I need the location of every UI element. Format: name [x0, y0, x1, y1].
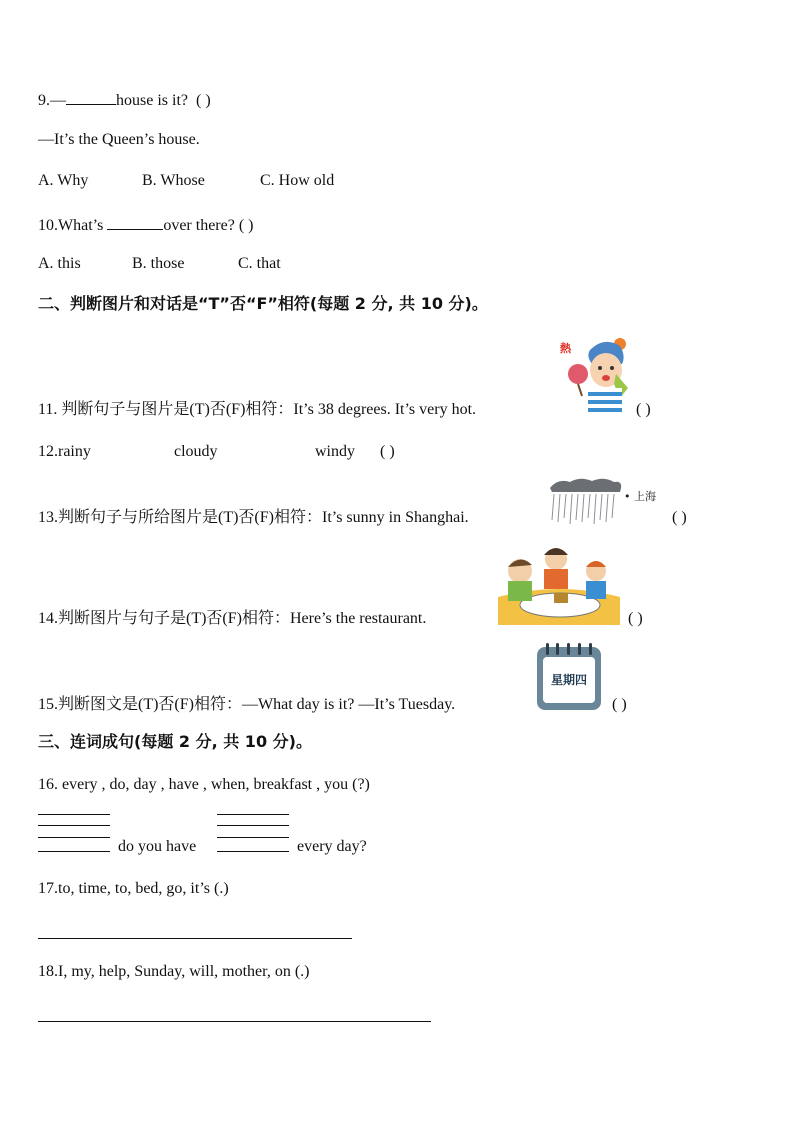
family-dinner-image [498, 541, 620, 625]
q10-option-a: A. this [38, 255, 81, 272]
q9-reply: —It’s the Queen’s house. [38, 131, 200, 148]
section-3-heading: 三、连词成句(每题 2 分, 共 10 分)。 [38, 732, 312, 751]
question-15: 15.判断图文是(T)否(F)相符：—What day is it? —It’s Tuesday. [38, 696, 456, 713]
q9-dash: — [50, 92, 66, 109]
q17-answer-line[interactable] [38, 938, 352, 939]
q10-option-c: C. that [238, 255, 281, 272]
q16-answer-line[interactable] [217, 851, 289, 852]
section-2-heading: 二、判断图片和对话是“T”否“F”相符(每题 2 分, 共 10 分)。 [38, 294, 488, 313]
q9-question: house is it? [116, 92, 188, 109]
question-11: 11. 判断句子与图片是(T)否(F)相符：It’s 38 degrees. It’s very hot. [38, 401, 477, 418]
q16-answer-line[interactable] [217, 814, 289, 815]
hot-weather-girl-image [556, 334, 630, 416]
q13-answer-bracket[interactable]: ( ) [672, 509, 687, 526]
q16-middle-text: do you have [118, 838, 197, 855]
q10-question-start: What’s [58, 217, 104, 234]
q16-answer-line[interactable] [38, 851, 110, 852]
q16-answer-line[interactable] [38, 837, 110, 838]
calendar-icon [536, 643, 602, 711]
q9-blank[interactable] [66, 88, 116, 105]
shanghai-label: • 上海 [624, 490, 656, 503]
q16-answer-line[interactable] [38, 825, 110, 826]
question-13: 13.判断句子与所给图片是(T)否(F)相符：It’s sunny in Shanghai. [38, 509, 469, 526]
q16-answer-line[interactable] [38, 814, 110, 815]
question-10 [38, 213, 254, 236]
q10-blank[interactable] [107, 213, 163, 230]
q9-number: 9. [38, 92, 50, 109]
question-14: 14.判断图片与句子是(T)否(F)相符：Here’s the restaurant. [38, 610, 427, 627]
q9-option-c: C. How old [260, 172, 335, 189]
q9-option-a: A. Why [38, 172, 89, 189]
q9-option-b: B. Whose [142, 172, 205, 189]
hot-label: 熱 [560, 342, 571, 355]
q16-answer-line[interactable] [217, 825, 289, 826]
calendar-day-label: 星期四 [550, 673, 588, 687]
q12-word-cloudy: cloudy [174, 443, 218, 460]
question-16: 16. every , do, day , have , when, breakfast , you (?) [38, 776, 370, 793]
q10-option-b: B. those [132, 255, 185, 272]
rainy-cloud-image [548, 476, 664, 526]
q16-answer-line[interactable] [217, 837, 289, 838]
question-9 [38, 88, 211, 111]
q12-word-windy: windy [315, 443, 355, 460]
q11-answer-bracket[interactable]: ( ) [636, 401, 651, 418]
q14-answer-bracket[interactable]: ( ) [628, 610, 643, 627]
question-12: 12.rainy [38, 443, 91, 460]
q15-answer-bracket[interactable]: ( ) [612, 696, 627, 713]
q10-number: 10. [38, 217, 58, 234]
q10-question-end: over there? [163, 217, 235, 234]
q12-answer-bracket[interactable]: ( ) [380, 443, 395, 460]
q16-end-text: every day? [297, 838, 367, 855]
q9-answer-bracket[interactable]: ( ) [196, 92, 211, 109]
question-18: 18.I, my, help, Sunday, will, mother, on (.) [38, 963, 310, 980]
question-17: 17.to, time, to, bed, go, it’s (.) [38, 880, 229, 897]
q18-answer-line[interactable] [38, 1021, 431, 1022]
q10-answer-bracket[interactable]: ( ) [238, 217, 254, 234]
